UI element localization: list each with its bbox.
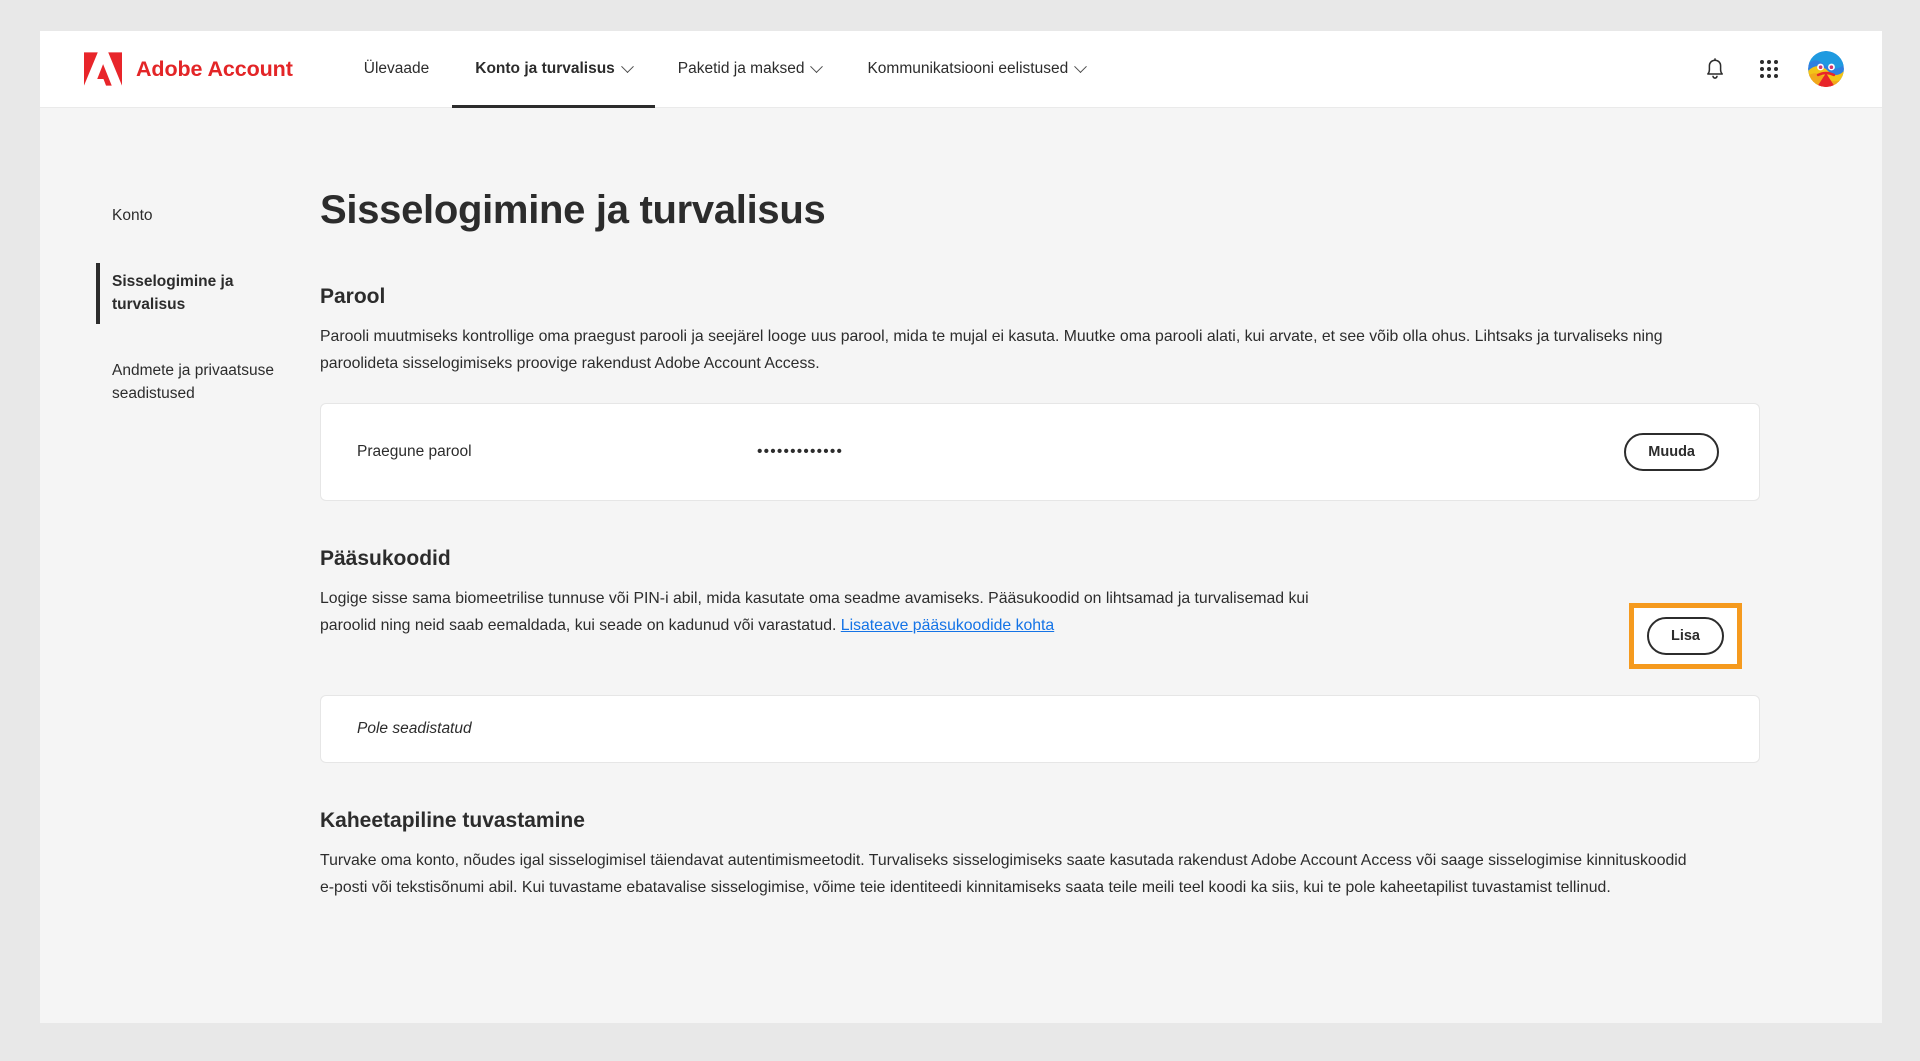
chevron-down-icon: [811, 60, 824, 73]
user-avatar[interactable]: [1808, 51, 1844, 87]
sidebar-item-data-privacy-label: Andmete ja privaatsuse seadistused: [112, 362, 274, 402]
two-step-verification-section: [320, 809, 1760, 901]
app-grid-icon: [1760, 60, 1778, 78]
nav-item-plans-payments-label: Paketid ja maksed: [677, 60, 805, 77]
current-password-row: [321, 404, 1759, 500]
nav-item-overview-label: Ülevaade: [363, 60, 430, 77]
main-navigation: [341, 31, 1108, 108]
nav-item-plans-payments[interactable]: [655, 31, 845, 108]
nav-item-account-security[interactable]: [452, 31, 655, 108]
main-content: [320, 108, 1820, 1023]
passkeys-section: [320, 547, 1760, 763]
passkeys-header-row: [320, 585, 1760, 669]
change-password-button[interactable]: Muuda: [1624, 433, 1719, 471]
sidebar-item-signin-security[interactable]: [96, 262, 296, 325]
nav-item-communication-preferences[interactable]: [844, 31, 1108, 108]
avatar-image-icon: [1808, 51, 1844, 87]
notification-bell-icon: [1704, 58, 1726, 81]
password-section-title: Parool: [320, 285, 386, 308]
password-section-description: Parooli muutmiseks kontrollige oma praegust parooli ja seejärel looge uus parool, mida te mujal ei kasuta. Muutke oma parooli alati, kui arvate, et see võib olla ohus. Lihtsaks ja turvaliseks ning paroolideta sisselogimiseks proovige rakendust Adobe Account Access.: [320, 328, 1663, 373]
passkeys-learn-more-link[interactable]: Lisateave pääsukoodide kohta: [840, 617, 1055, 635]
add-passkey-highlight: [1629, 603, 1742, 669]
passkeys-description-text: Logige sisse sama biomeetrilise tunnuse või PIN-i abil, mida kasutate oma seadme avamiseks. Pääsukoodid on lihtsamad ja turvalisemad kui paroolid ning neid saab eemaldada, kui seade on kadunud või varastatud.: [320, 590, 1309, 635]
page-title: Sisselogimine ja turvalisus: [320, 188, 826, 232]
two-step-section-description: Turvake oma konto, nõudes igal sisselogimisel täiendavat autentimismeetodit. Turvaliseks sisselogimiseks saate kasutada rakendust Adobe Account Access või saage sisselogimise kinnituskoodid e-posti või tekstisõnumi abil. Kui tuvastame ebatavalise sisselogimise, võime teie identiteedi kinnitamiseks saata teile meili teel koodi ka siis, kui te pole kaheetapilist tuvastamist tellinud.: [320, 852, 1687, 897]
notification-bell-button[interactable]: [1700, 54, 1730, 84]
password-section: [320, 285, 1760, 501]
passkeys-section-description: [320, 585, 1350, 639]
sidebar-item-konto[interactable]: [96, 196, 296, 236]
nav-item-communication-preferences-label: Kommunikatsiooni eelistused: [867, 60, 1069, 77]
sidebar-item-konto-label: Konto: [112, 207, 153, 224]
site-header: [40, 31, 1882, 108]
nav-item-account-security-label: Konto ja turvalisus: [475, 60, 615, 77]
brand-name: Adobe Account: [136, 56, 293, 81]
app-grid-button[interactable]: [1754, 54, 1784, 84]
passkeys-empty-state-text: Pole seadistatud: [357, 720, 472, 738]
adobe-logo-icon: [84, 52, 122, 86]
chevron-down-icon: [1074, 60, 1087, 73]
sidebar-item-data-privacy[interactable]: [96, 351, 296, 414]
add-passkey-button[interactable]: Lisa: [1647, 617, 1724, 655]
password-card: [320, 403, 1760, 501]
browser-viewport: [40, 31, 1882, 1023]
header-actions: [1700, 51, 1844, 87]
passkeys-empty-card: [320, 695, 1760, 763]
content-area: [40, 108, 1882, 1023]
sidebar: [40, 108, 320, 1023]
passkeys-section-title: Pääsukoodid: [320, 547, 451, 571]
chevron-down-icon: [621, 60, 634, 73]
current-password-value: •••••••••••••: [757, 443, 844, 461]
current-password-label: Praegune parool: [357, 443, 472, 461]
brand-logo[interactable]: [84, 52, 293, 86]
sidebar-item-signin-security-label: Sisselogimine ja turvalisus: [112, 273, 234, 313]
two-step-section-title: Kaheetapiline tuvastamine: [320, 809, 585, 833]
nav-item-overview[interactable]: [341, 31, 453, 108]
